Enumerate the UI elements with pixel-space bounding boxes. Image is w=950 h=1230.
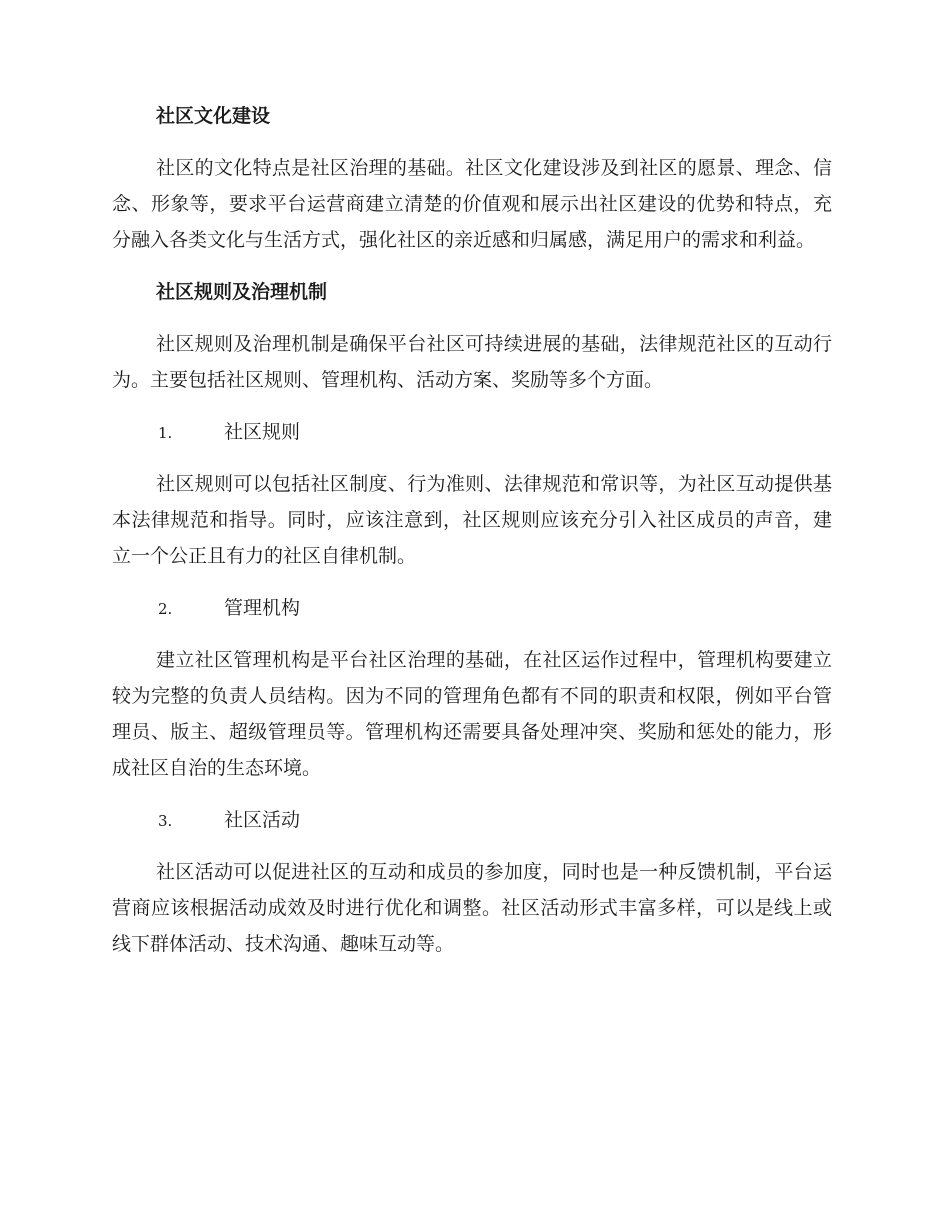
- list-number: 1.: [158, 424, 173, 442]
- list-item-management-body: [112, 596, 832, 620]
- list-item-community-rules: [112, 420, 832, 444]
- section-heading-culture: 社区文化建设: [156, 105, 271, 127]
- document-page: [112, 104, 832, 984]
- list-label: 社区活动: [224, 809, 301, 831]
- list-number: 3.: [158, 812, 173, 830]
- list-paragraph-community-rules: 社区规则可以包括社区制度、行为准则、法律规范和常识等，为社区互动提供基本法律规范和指导。同时，应该注意到，社区规则应该充分引入社区成员的声音，建立一个公正且有力的社区自律机制。: [112, 473, 832, 567]
- list-paragraph-community-activities: 社区活动可以促进社区的互动和成员的参加度，同时也是一种反馈机制，平台运营商应该根据活动成效及时进行优化和调整。社区活动形式丰富多样，可以是线上或线下群体活动、技术沟通、趣味互动等。: [112, 861, 832, 955]
- list-number: 2.: [158, 600, 173, 618]
- section-paragraph-culture: 社区的文化特点是社区治理的基础。社区文化建设涉及到社区的愿景、理念、信念、形象等，要求平台运营商建立清楚的价值观和展示出社区建设的优势和特点，充分融入各类文化与生活方式，强化社区的亲近感和归属感，满足用户的需求和利益。: [112, 157, 832, 251]
- list-label: 管理机构: [224, 597, 301, 619]
- section-heading-rules-governance: 社区规则及治理机制: [156, 281, 328, 303]
- list-item-community-activities: [112, 808, 832, 832]
- list-paragraph-management-body: 建立社区管理机构是平台社区治理的基础，在社区运作过程中，管理机构要建立较为完整的负责人员结构。因为不同的管理角色都有不同的职责和权限，例如平台管理员、版主、超级管理员等。管理机构还需要具备处理冲突、奖励和惩处的能力，形成社区自治的生态环境。: [112, 649, 832, 779]
- section-paragraph-rules-governance: 社区规则及治理机制是确保平台社区可持续进展的基础，法律规范社区的互动行为。主要包括社区规则、管理机构、活动方案、奖励等多个方面。: [112, 333, 832, 391]
- list-label: 社区规则: [224, 421, 301, 443]
